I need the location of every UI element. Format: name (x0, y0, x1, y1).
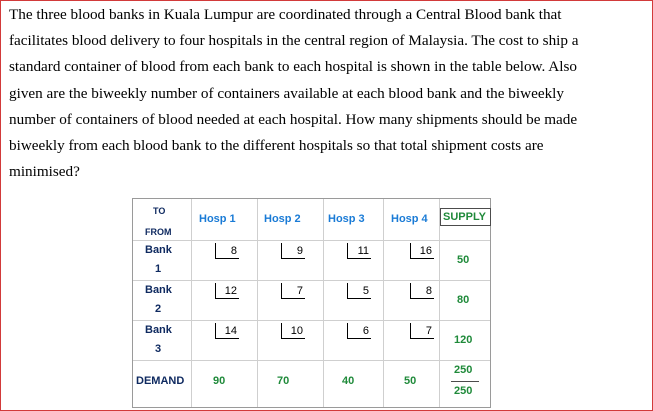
paragraph-line: minimised? (9, 163, 80, 181)
supply-header: SUPPLY (443, 211, 487, 223)
paragraph-line: facilitates blood delivery to four hospitals in the central region of Malaysia. The cost to ship a (9, 32, 579, 50)
paragraph-line: The three blood banks in Kuala Lumpur are coordinated through a Central Blood bank that (9, 6, 562, 23)
grid-line (133, 280, 490, 281)
cost-cell: 10 (281, 323, 305, 339)
grid-line (257, 199, 258, 407)
demand-value: 90 (213, 375, 226, 387)
cost-cell: 11 (347, 243, 371, 259)
paragraph-line: biweekly from each blood bank to the different hospitals so that total shipment costs are (9, 137, 544, 155)
supply-value: 50 (457, 254, 470, 266)
demand-value: 40 (342, 375, 355, 387)
hospital-header: Hosp 3 (328, 213, 365, 225)
grid-line (323, 199, 324, 407)
paragraph-line: number of containers of blood needed at each hospital. How many shipments should be made (9, 110, 578, 128)
transportation-table (132, 198, 491, 408)
grid-line (439, 199, 440, 407)
hospital-header: Hosp 4 (391, 213, 428, 225)
bank-label: Bank (145, 284, 172, 296)
bank-number: 2 (155, 303, 162, 315)
paragraph-line: given are the biweekly number of containers available at each blood bank and the biweekly (9, 84, 564, 102)
demand-value: 50 (404, 375, 417, 387)
paragraph-line: standard container of blood from each bank to each hospital is shown in the table below. Also (9, 58, 577, 76)
cost-cell: 8 (215, 243, 239, 259)
total-demand: 250 (454, 385, 473, 397)
cost-cell: 5 (347, 283, 371, 299)
problem-statement (9, 2, 621, 185)
bank-label: Bank (145, 244, 172, 256)
supply-value: 120 (454, 334, 473, 346)
bank-number: 1 (155, 263, 162, 275)
grid-line (191, 199, 192, 407)
cost-cell: 6 (347, 323, 371, 339)
demand-label: DEMAND (136, 375, 185, 387)
total-divider (451, 381, 479, 382)
cost-cell: 7 (410, 323, 434, 339)
cost-cell: 8 (410, 283, 434, 299)
bank-number: 3 (155, 343, 162, 355)
grid-line (133, 360, 490, 361)
demand-value: 70 (277, 375, 290, 387)
total-supply: 250 (454, 364, 473, 376)
bank-label: Bank (145, 324, 172, 336)
cost-cell: 14 (215, 323, 239, 339)
to-label: TO (153, 206, 166, 216)
cost-cell: 9 (281, 243, 305, 259)
hospital-header: Hosp 1 (199, 213, 236, 225)
hospital-header: Hosp 2 (264, 213, 301, 225)
cost-cell: 7 (281, 283, 305, 299)
grid-line (133, 240, 490, 241)
from-label: FROM (145, 227, 172, 237)
cost-cell: 12 (215, 283, 239, 299)
grid-line (133, 320, 490, 321)
grid-line (383, 199, 384, 407)
cost-cell: 16 (410, 243, 434, 259)
supply-value: 80 (457, 294, 470, 306)
